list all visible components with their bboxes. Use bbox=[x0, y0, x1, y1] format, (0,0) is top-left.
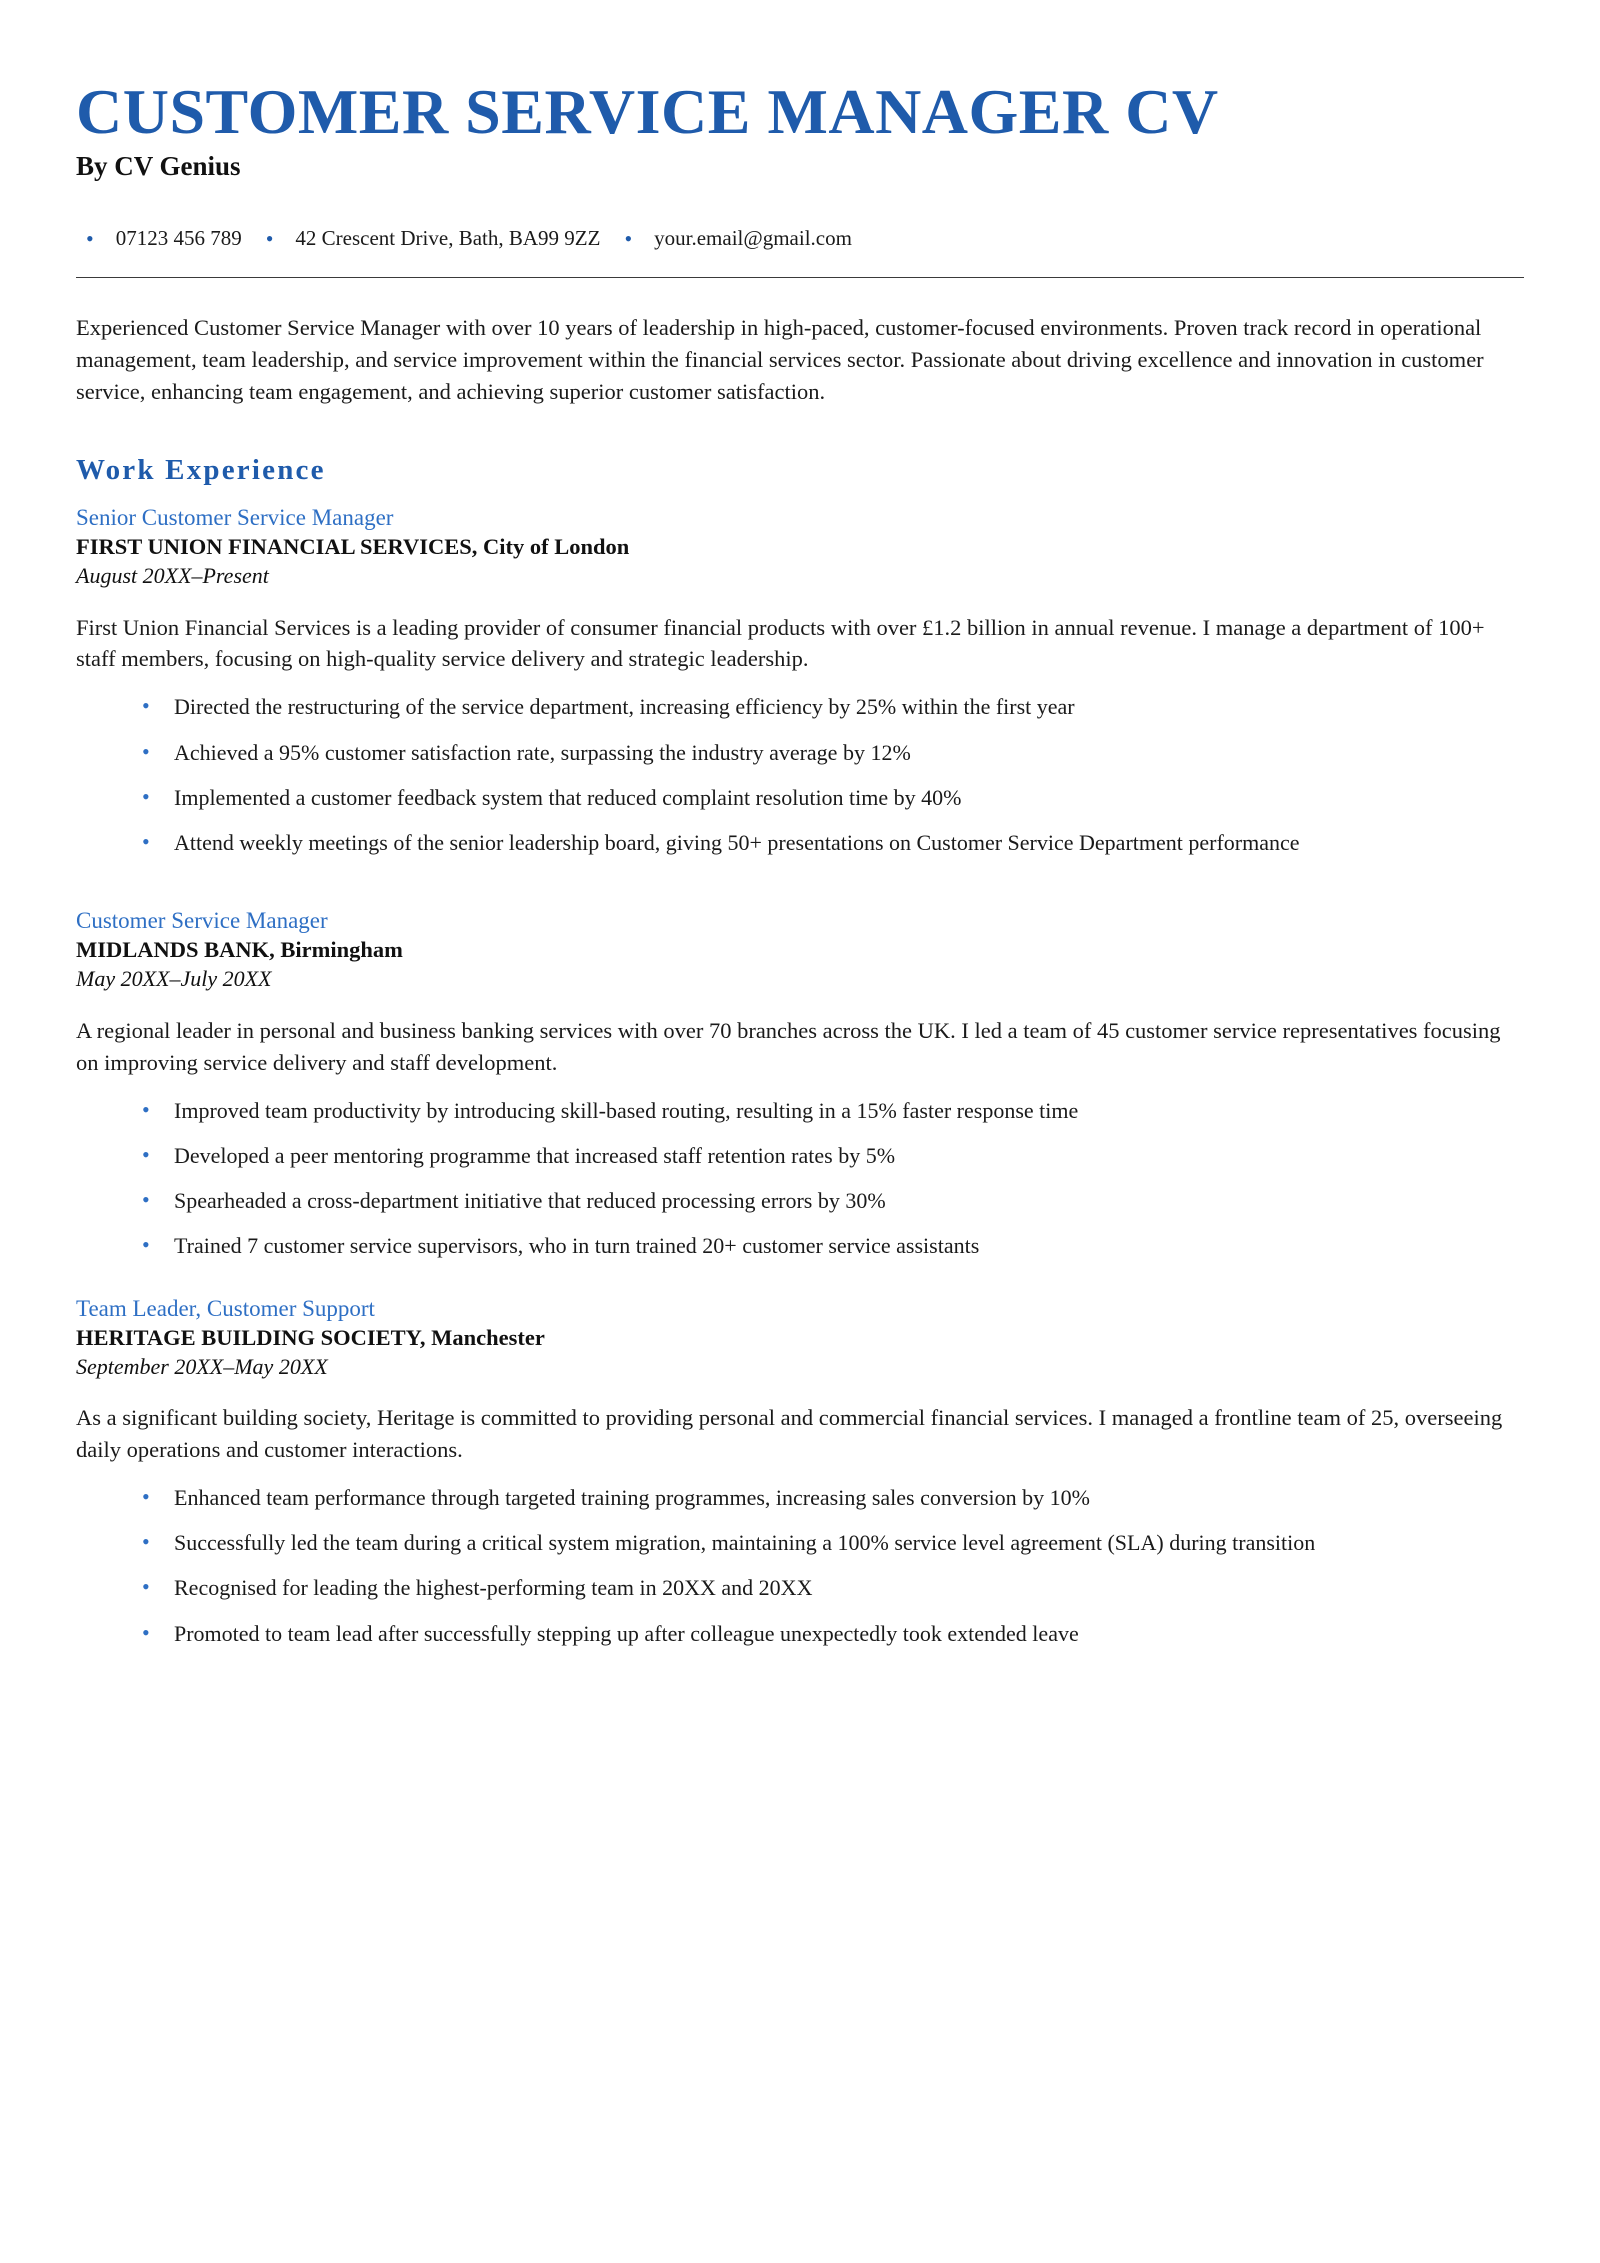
list-item: • Achieved a 95% customer satisfaction rate, surpassing the industry average by 12% bbox=[134, 737, 1524, 768]
job-entry bbox=[76, 505, 1524, 858]
list-item: • Promoted to team lead after successfully stepping up after colleague unexpectedly took extended leave bbox=[134, 1618, 1524, 1649]
job-dates: August 20XX–Present bbox=[76, 563, 269, 588]
spacer bbox=[76, 892, 1524, 908]
page-title: CUSTOMER SERVICE MANAGER CV bbox=[76, 76, 1219, 147]
job-company: HERITAGE BUILDING SOCIETY, Manchester bbox=[76, 1324, 545, 1350]
job-description: As a significant building society, Heritage is committed to providing personal and commercial financial services. I managed a frontline team of 25, overseeing daily operations and customer interactions. bbox=[76, 1405, 1503, 1463]
section-title-work-experience: Work Experience bbox=[76, 454, 326, 486]
header-divider bbox=[76, 277, 1524, 278]
bullet-icon: • bbox=[86, 225, 94, 251]
professional-summary: Experienced Customer Service Manager with over 10 years of leadership in high-paced, customer-focused environments. Proven track record in operational management, team leadership, and service improvement within the financial services sector. Passionate about driving excellence and innovation in customer service, enhancing team engagement, and achieving superior customer satisfaction. bbox=[76, 315, 1484, 405]
job-bullet-list bbox=[76, 1482, 1524, 1649]
list-item: • Trained 7 customer service supervisors, who in turn trained 20+ customer service assistants bbox=[134, 1230, 1524, 1261]
job-company: MIDLANDS BANK, Birmingham bbox=[76, 937, 403, 963]
contact-phone: 07123 456 789 bbox=[115, 226, 242, 251]
byline: By CV Genius bbox=[76, 151, 241, 182]
job-title: Senior Customer Service Manager bbox=[76, 505, 394, 530]
list-item: • Directed the restructuring of the service department, increasing efficiency by 25% within the first year bbox=[134, 691, 1524, 722]
list-item: • Attend weekly meetings of the senior leadership board, giving 50+ presentations on Customer Service Department performance bbox=[134, 827, 1524, 858]
job-entry bbox=[76, 908, 1524, 1261]
job-title: Team Leader, Customer Support bbox=[76, 1295, 375, 1321]
job-description: First Union Financial Services is a leading provider of consumer financial products with over £1.2 billion in annual revenue. I manage a department of 100+ staff members, focusing on high-quality service delivery and strategic leadership. bbox=[76, 614, 1485, 672]
list-item: • Implemented a customer feedback system that reduced complaint resolution time by 40% bbox=[134, 782, 1524, 813]
list-item: • Enhanced team performance through targeted training programmes, increasing sales conversion by 10% bbox=[134, 1482, 1524, 1513]
job-title: Customer Service Manager bbox=[76, 908, 328, 934]
job-bullet-list bbox=[76, 691, 1524, 858]
job-dates: September 20XX–May 20XX bbox=[76, 1353, 328, 1379]
contact-info bbox=[76, 226, 1524, 251]
list-item: • Recognised for leading the highest-performing team in 20XX and 20XX bbox=[134, 1572, 1524, 1603]
bullet-icon: • bbox=[624, 225, 633, 251]
job-entry bbox=[76, 1296, 1524, 1649]
list-item: • Improved team productivity by introducing skill-based routing, resulting in a 15% faster response time bbox=[134, 1095, 1524, 1126]
job-description: A regional leader in personal and business banking services with over 70 branches across the UK. I led a team of 45 customer service representatives focusing on improving service delivery and staff development. bbox=[76, 1017, 1501, 1075]
list-item: • Spearheaded a cross-department initiative that reduced processing errors by 30% bbox=[134, 1185, 1524, 1216]
contact-address: 42 Crescent Drive, Bath, BA99 9ZZ bbox=[295, 226, 601, 251]
job-company: FIRST UNION FINANCIAL SERVICES, City of London bbox=[76, 534, 630, 559]
contact-email: your.email@gmail.com bbox=[654, 226, 852, 251]
job-bullet-list bbox=[76, 1095, 1524, 1262]
job-dates: May 20XX–July 20XX bbox=[76, 966, 272, 992]
bullet-icon: • bbox=[265, 225, 274, 251]
list-item: • Successfully led the team during a critical system migration, maintaining a 100% service level agreement (SLA) during transition bbox=[134, 1527, 1524, 1558]
list-item: • Developed a peer mentoring programme that increased staff retention rates by 5% bbox=[134, 1140, 1524, 1171]
